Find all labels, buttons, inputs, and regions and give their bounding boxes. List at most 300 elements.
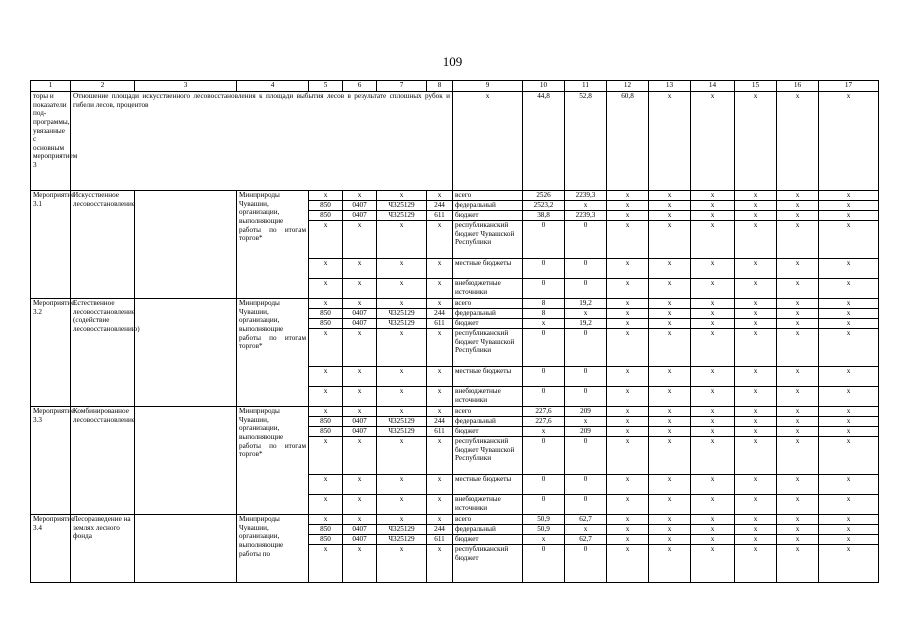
funding-source: бюджет [453,427,523,437]
cell: 60,8 [607,92,649,191]
cell: x [377,495,427,515]
cell: 850 [309,211,343,221]
cell: 850 [309,535,343,545]
column-header: 10 [523,81,565,92]
cell: x [343,515,377,525]
funding-source: бюджет [453,535,523,545]
cell: x [427,259,453,279]
cell: x [735,201,777,211]
cell: 0407 [343,211,377,221]
cell: x [819,279,879,299]
cell: x [777,201,819,211]
cell: Ч325129 [377,319,427,329]
cell: x [691,259,735,279]
cell: x [777,427,819,437]
cell: 227,6 [523,407,565,417]
cell: x [607,259,649,279]
funding-source: внебюджетные источники [453,279,523,299]
cell: 0407 [343,309,377,319]
cell: x [735,407,777,417]
cell: x [427,299,453,309]
column-header: 1 [31,81,71,92]
table-row [31,299,879,309]
cell: x [427,367,453,387]
cell: 0407 [343,319,377,329]
cell: x [343,545,377,583]
cell: 0 [523,221,565,259]
cell: x [607,437,649,475]
cell: x [819,407,879,417]
cell: x [735,221,777,259]
cell: 850 [309,319,343,329]
cell: x [819,515,879,525]
cell: Ч325129 [377,309,427,319]
cell: 611 [427,535,453,545]
cell: x [565,417,607,427]
cell: x [309,367,343,387]
cell: x [735,367,777,387]
cell: x [777,545,819,583]
cell: x [309,387,343,407]
cell: 850 [309,201,343,211]
cell: x [691,211,735,221]
cell: x [309,407,343,417]
cell: 19,2 [565,319,607,329]
cell: x [377,515,427,525]
cell: x [649,515,691,525]
cell: x [777,221,819,259]
cell: 2239,3 [565,211,607,221]
cell: x [777,387,819,407]
cell: x [377,545,427,583]
cell: x [607,201,649,211]
funding-source: внебюджетные источники [453,495,523,515]
cell: Ч325129 [377,535,427,545]
cell: x [565,309,607,319]
cell: x [819,329,879,367]
executor-cell: Минприроды Чувашии, организации, выполняющие работы по [237,515,309,583]
cell: x [565,525,607,535]
cell: 850 [309,309,343,319]
cell: Ч325129 [377,201,427,211]
cell: x [777,191,819,201]
indicator-description: Отношение площади искусственного лесовосстановления к площади выбытия лесов в результате сплошных рубок и гибели лесов, процентов [71,92,453,191]
cell: x [691,495,735,515]
cell: x [607,191,649,201]
cell: x [691,515,735,525]
cell: x [819,535,879,545]
cell: x [607,299,649,309]
cell: x [453,92,523,191]
cell: x [427,407,453,417]
cell: 244 [427,417,453,427]
column-header: 3 [135,81,237,92]
cell: 0 [565,279,607,299]
activity-label: Мероприятие 3.2 [31,299,71,407]
cell: x [777,495,819,515]
cell: 244 [427,525,453,535]
cell: x [691,407,735,417]
column-header: 11 [565,81,607,92]
cell: 52,8 [565,92,607,191]
activity-label: Мероприятие 3.3 [31,407,71,515]
cell: x [777,92,819,191]
cell: x [691,92,735,191]
cell: Ч325129 [377,427,427,437]
cell: x [523,319,565,329]
cell: x [649,545,691,583]
cell: 0 [523,495,565,515]
cell: x [691,525,735,535]
cell: x [819,545,879,583]
cell: x [735,437,777,475]
cell: x [819,417,879,427]
cell: x [691,367,735,387]
funding-source: всего [453,191,523,201]
empty-cell [135,299,237,407]
cell: x [607,525,649,535]
cell: x [735,495,777,515]
cell: x [607,475,649,495]
cell: 209 [565,407,607,417]
cell: x [343,495,377,515]
cell: x [691,437,735,475]
cell: x [607,545,649,583]
cell: x [691,309,735,319]
cell: x [427,495,453,515]
cell: x [649,407,691,417]
column-header: 14 [691,81,735,92]
cell: 8 [523,309,565,319]
cell: x [427,437,453,475]
cell: x [735,259,777,279]
cell: x [735,417,777,427]
cell: x [343,221,377,259]
cell: x [309,437,343,475]
column-header: 4 [237,81,309,92]
cell: x [427,221,453,259]
empty-cell [135,191,237,299]
cell: x [691,191,735,201]
cell: 0 [523,259,565,279]
cell: x [819,525,879,535]
funding-source: республиканский бюджет [453,545,523,583]
cell: x [649,437,691,475]
cell: x [309,329,343,367]
cell: x [735,329,777,367]
cell: x [777,329,819,367]
cell: x [691,299,735,309]
cell: x [565,201,607,211]
cell: x [427,515,453,525]
cell: x [777,417,819,427]
cell: x [777,535,819,545]
cell: x [735,475,777,495]
cell: x [649,211,691,221]
cell: x [777,279,819,299]
empty-cell [135,407,237,515]
cell: x [607,279,649,299]
cell: x [427,545,453,583]
header-row [31,81,879,92]
cell: 44,8 [523,92,565,191]
cell: 209 [565,427,607,437]
budget-table [30,80,879,583]
cell: x [649,92,691,191]
cell: x [427,329,453,367]
cell: 50,9 [523,515,565,525]
cell: x [691,329,735,367]
cell: x [777,299,819,309]
cell: x [649,475,691,495]
cell: Ч325129 [377,211,427,221]
column-header: 15 [735,81,777,92]
cell: x [649,525,691,535]
cell: 62,7 [565,515,607,525]
funding-source: федеральный [453,201,523,211]
cell: x [819,299,879,309]
cell: x [607,535,649,545]
cell: x [607,417,649,427]
cell: 19,2 [565,299,607,309]
cell: x [777,367,819,387]
cell: 2239,3 [565,191,607,201]
cell: x [309,259,343,279]
cell: x [649,279,691,299]
cell: x [735,427,777,437]
cell: x [777,475,819,495]
cell: x [819,201,879,211]
cell: x [607,495,649,515]
cell: x [377,191,427,201]
table-row [31,407,879,417]
cell: x [343,191,377,201]
cell: x [427,279,453,299]
column-header: 5 [309,81,343,92]
cell: x [819,259,879,279]
cell: x [819,92,879,191]
column-header: 13 [649,81,691,92]
activity-name: Искусственное лесовосстановление [71,191,135,299]
cell: x [649,417,691,427]
cell: x [819,319,879,329]
cell: x [377,329,427,367]
cell: Ч325129 [377,525,427,535]
cell: x [735,299,777,309]
cell: x [691,545,735,583]
cell: x [777,211,819,221]
cell: x [649,387,691,407]
cell: x [607,515,649,525]
cell: x [343,329,377,367]
cell: x [777,515,819,525]
cell: x [777,407,819,417]
funding-source: внебюджетные источники [453,387,523,407]
cell: 611 [427,211,453,221]
funding-source: республиканский бюджет Чувашской Республики [453,221,523,259]
cell: x [607,367,649,387]
cell: x [343,437,377,475]
funding-source: республиканский бюджет Чувашской Республики [453,437,523,475]
table-body [31,81,879,583]
table-row [31,191,879,201]
cell: x [819,309,879,319]
cell: x [735,211,777,221]
cell: 0 [565,437,607,475]
cell: x [377,367,427,387]
cell: 0 [565,495,607,515]
funding-source: федеральный [453,525,523,535]
executor-cell: Минприроды Чувашии, организации, выполняющие работы по итогам торгов* [237,191,309,299]
cell: 0 [565,221,607,259]
column-header: 17 [819,81,879,92]
column-header: 8 [427,81,453,92]
cell: 0407 [343,525,377,535]
funding-source: всего [453,407,523,417]
cell: x [607,319,649,329]
cell: x [309,515,343,525]
cell: 0 [565,329,607,367]
executor-cell: Минприроды Чувашии, организации, выполняющие работы по итогам торгов* [237,407,309,515]
cell: x [649,221,691,259]
cell: x [377,437,427,475]
cell: x [523,427,565,437]
cell: 0407 [343,201,377,211]
cell: x [343,407,377,417]
column-header: 16 [777,81,819,92]
funding-source: федеральный [453,417,523,427]
cell: 0407 [343,535,377,545]
cell: x [427,387,453,407]
cell: x [735,319,777,329]
funding-source: местные бюджеты [453,259,523,279]
cell: x [691,221,735,259]
cell: 0 [523,279,565,299]
cell: 244 [427,309,453,319]
cell: Ч325129 [377,417,427,427]
cell: x [819,221,879,259]
cell: x [649,495,691,515]
cell: x [735,387,777,407]
cell: x [735,191,777,201]
cell: x [819,495,879,515]
cell: 611 [427,427,453,437]
cell: x [309,299,343,309]
cell: x [649,427,691,437]
cell: 244 [427,201,453,211]
cell: x [735,525,777,535]
cell: x [309,191,343,201]
cell: x [343,279,377,299]
cell: x [735,535,777,545]
funding-source: республиканский бюджет Чувашской Республики [453,329,523,367]
cell: x [343,367,377,387]
cell: 62,7 [565,535,607,545]
cell: x [777,259,819,279]
empty-cell [135,515,237,583]
funding-source: местные бюджеты [453,475,523,495]
cell: x [691,475,735,495]
cell: x [819,437,879,475]
cell: 0 [523,387,565,407]
funding-source: всего [453,299,523,309]
cell: 0 [523,367,565,387]
indicator-row [31,92,879,191]
cell: x [691,319,735,329]
column-header: 7 [377,81,427,92]
cell: x [309,221,343,259]
column-header: 9 [453,81,523,92]
cell: x [607,329,649,367]
activity-name: Лесоразведение на землях лесного фонда [71,515,135,583]
cell: x [343,475,377,495]
cell: x [607,387,649,407]
cell: x [343,299,377,309]
cell: x [377,259,427,279]
cell: x [819,387,879,407]
cell: x [649,299,691,309]
page-number: 109 [442,54,463,69]
activity-name: Комбинированное лесовосстановление [71,407,135,515]
cell: x [819,367,879,387]
cell: 0407 [343,417,377,427]
funding-source: федеральный [453,309,523,319]
activity-label: Мероприятие 3.1 [31,191,71,299]
cell: x [819,211,879,221]
funding-source: бюджет [453,319,523,329]
cell: x [309,279,343,299]
cell: x [607,211,649,221]
cell: x [649,319,691,329]
cell: 0 [523,475,565,495]
column-header: 6 [343,81,377,92]
cell: x [819,191,879,201]
cell: 0 [523,545,565,583]
cell: 8 [523,299,565,309]
cell: x [343,387,377,407]
cell: 2523,2 [523,201,565,211]
cell: 0 [523,329,565,367]
cell: 0 [523,437,565,475]
cell: x [649,535,691,545]
cell: x [735,92,777,191]
cell: x [649,191,691,201]
cell: x [309,545,343,583]
cell: x [649,201,691,211]
cell: x [691,535,735,545]
cell: x [377,221,427,259]
cell: x [691,417,735,427]
cell: x [607,221,649,259]
cell: 0 [565,259,607,279]
funding-source: бюджет [453,211,523,221]
cell: x [649,259,691,279]
cell: x [649,329,691,367]
cell: x [691,387,735,407]
cell: 50,9 [523,525,565,535]
cell: x [735,309,777,319]
cell: 227,6 [523,417,565,427]
cell: 850 [309,417,343,427]
cell: 0407 [343,427,377,437]
cell: x [427,475,453,495]
activity-label: Мероприятие 3.4 [31,515,71,583]
cell: x [735,279,777,299]
cell: x [377,475,427,495]
cell: x [377,387,427,407]
cell: 850 [309,427,343,437]
cell: x [649,309,691,319]
